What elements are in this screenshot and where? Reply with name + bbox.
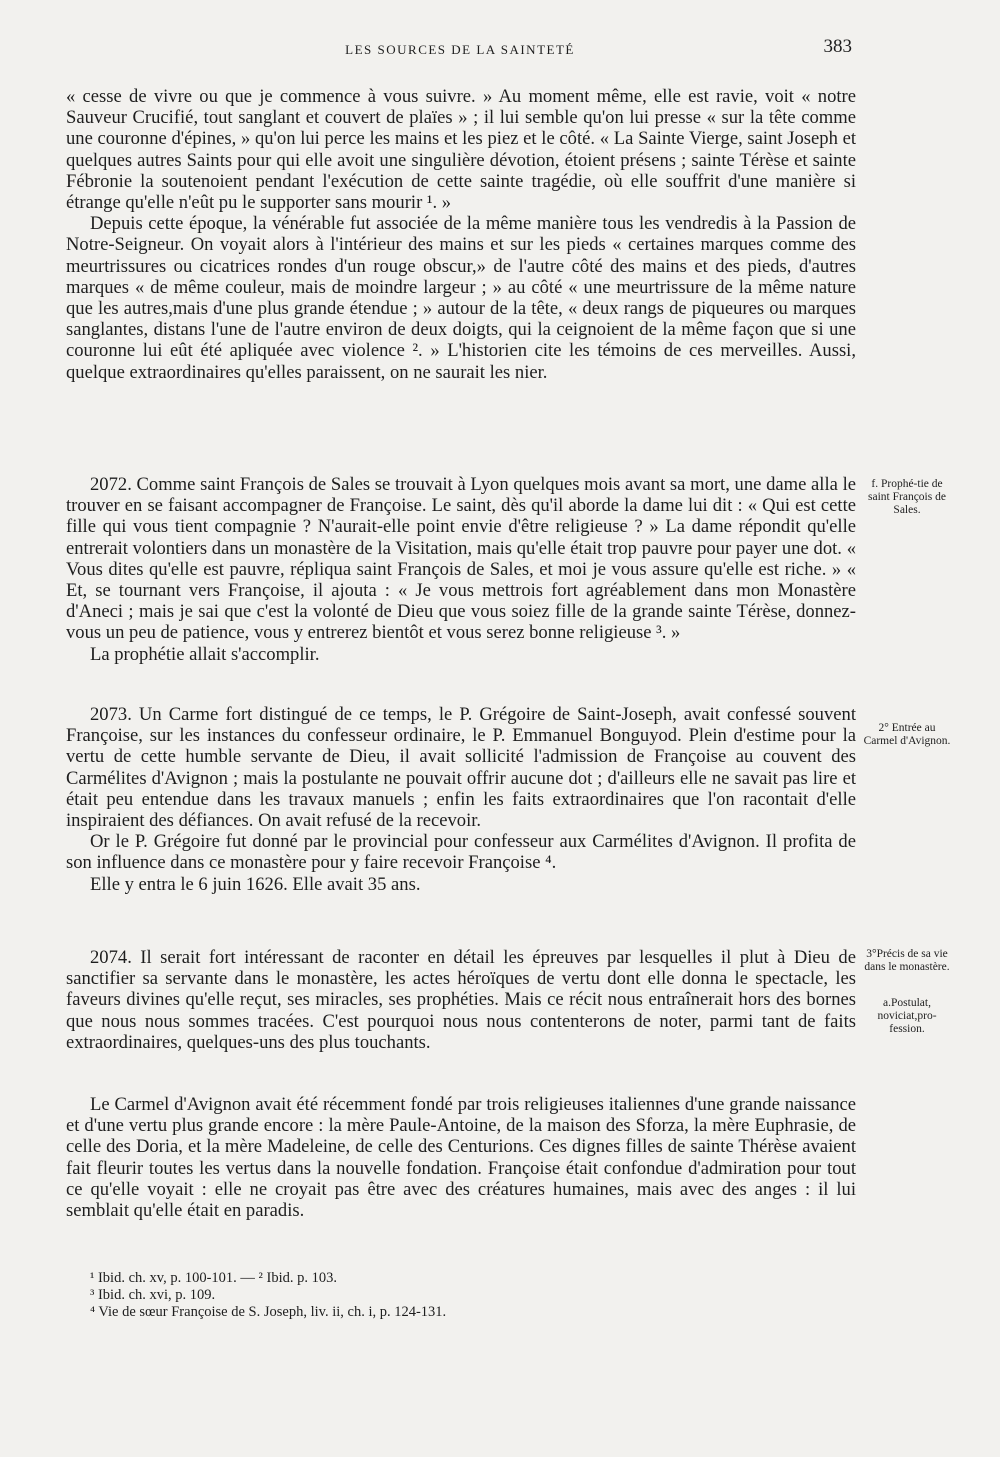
paragraph-entry-date: Elle y entra le 6 juin 1626. Elle avait 35 ans. — [90, 873, 421, 895]
running-header — [66, 36, 854, 62]
footnote-3: ³ Ibid. ch. xvi, p. 109. — [90, 1287, 216, 1303]
paragraph-carmel: Le Carmel d'Avignon avait été récemment fondé par trois religieuses italiennes d'une grande naissance et d'une vertu plus grande encore : la mère Paule-Antoine, de la maison des Sforza, la mère Euphrasie, de celle des Doria, et la mère Madeleine, de celle des Centurions. Ces dignes filles de sainte Thérèse avaient fait fleurir toutes les vertus dans la nouvelle fondation. Françoise était confondue d'admiration pour tout ce qu'elle voyait : elle ne croyait pas être avec des créatures humaines, mais avec des anges : il lui semblait qu'elle était en paradis. — [66, 1094, 856, 1222]
margin-note-precis: 3°Précis de sa vie dans le monastère. — [864, 948, 950, 973]
paragraph-passion: Depuis cette époque, la vénérable fut associée de la même manière tous les vendredis à la Passion de Notre-Seigneur. On voyait alors à l'intérieur des mains et sur les pieds « certaines marques comme des meurtrissures ou cicatrices rondes d'un rouge obscur,» de l'autre côté des mains et des pieds, d'autres marques « de même couleur, mais de moindre largeur ; » au côté « une meurtrissure de la même nature que les autres,mais d'une plus grande étendue ; » autour de la tête, « deux rangs de piqueures ou marques sanglantes, distans l'une de l'autre environ de deux doigts, qui la ceignoient de la même façon que si une couronne lui eût été apliquée avec violence ². » L'historien cite les témoins de ces merveilles. Aussi, quelque extraordinaires qu'elles paraissent, on ne saurait les nier. — [66, 213, 856, 383]
footnote-1-2: ¹ Ibid. ch. xv, p. 100-101. — ² Ibid. p. 103. — [90, 1270, 337, 1286]
section-2072 — [66, 474, 856, 665]
margin-note-postulat: a.Postulat, noviciat,pro-fession. — [877, 997, 937, 1035]
paragraph-2074: 2074. Il serait fort intéressant de raconter en détail les épreuves par lesquelles il plut à Dieu de sanctifier sa servante dans le monastère, les actes héroïques de vertu dont elle donna le spectacle, les faveurs divines qu'elle reçut, ses miracles, ses prophéties. Mais ce récit nous entraînerait hors des bornes que nous nous sommes tracées. C'est pourquoi nous nous contenterons de noter, parmi tant de faits extraordinaires, quelques-uns des plus touchants. — [66, 947, 856, 1053]
paragraph-2072: 2072. Comme saint François de Sales se trouvait à Lyon quelques mois avant sa mort, une dame alla le trouver en se faisant accompagner de Françoise. Le saint, dès qu'il aborde la dame lui dit : « Qui est cette fille qui vous tient compagnie ? N'aurait-elle point envie d'être religieuse ? » La dame répondit qu'elle entrerait volontiers dans un monastère de la Visitation, mais qu'elle était trop pauvre pour payer une dot. « Vous dites qu'elle est pauvre, répliqua saint François de Sales, et moi je vous assure qu'elle est riche. » « Et, se tournant vers Françoise, il ajouta : « Je vous mettrois fort agréablement dans mon Monastère d'Aneci ; mais je sai que c'est la volonté de Dieu que vous soiez fille de la grande sainte Térèse, donnez-vous un peu de patience, vous y entrerez bientôt et vous serez bonne religieuse ³. » — [66, 474, 856, 644]
section-2074 — [66, 947, 856, 1053]
page-number: 383 — [823, 36, 852, 57]
paragraph-2073: 2073. Un Carme fort distingué de ce temps, le P. Grégoire de Saint-Joseph, avait confessé souvent Françoise, sur les instances du confesseur ordinaire, le P. Emmanuel Bonguyod. Plein d'estime pour la vertu de cette humble servante de Dieu, il avait sollicité l'admission de Françoise au couvent des Carmélites d'Avignon ; mais la postulante ne pouvait offrir aucune dot ; d'ailleurs elle ne savait pas lire et était peu entendue dans les travaux manuels ; enfin les faits extraordinaires que l'on racontait d'elle inspiraient des défiances. On avait refusé de la recevoir. — [66, 704, 856, 832]
footnotes — [90, 1270, 790, 1321]
section-2073 — [66, 704, 856, 895]
running-title: LES SOURCES DE LA SAINTETÉ — [345, 42, 575, 57]
paragraph-gregoire: Or le P. Grégoire fut donné par le provincial pour confesseur aux Carmélites d'Avignon. Il profita de son influence dans ce monastère pour y faire recevoir Françoise ⁴. — [66, 831, 856, 874]
footnote-4: ⁴ Vie de sœur Françoise de S. Joseph, liv. ii, ch. i, p. 124-131. — [90, 1304, 447, 1320]
margin-note-entry: 2° Entrée au Carmel d'Avignon. — [863, 722, 951, 747]
body-text-top — [66, 86, 856, 383]
section-carmel — [66, 1094, 856, 1221]
paragraph-prophecy: La prophétie allait s'accomplir. — [90, 643, 320, 665]
paragraph-continuation: « cesse de vivre ou que je commence à vous suivre. » Au moment même, elle est ravie, voit « notre Sauveur Crucifié, tout sanglant et couvert de plaïes » ; il lui semble qu'on lui presse « sur la tête comme une couronne d'épines, » qu'on lui perce les mains et les piez et le côté. « La Sainte Vierge, saint Joseph et quelques autres Saints pour qui elle avoit une singulière dévotion, étoient présens ; sainte Térèse et sainte Fébronie la soutenoient pendant l'exécution de cette sainte tragédie, où elle souffrit d'une manière si étrange qu'elle n'eût pu le supporter sans mourir ¹. » — [66, 86, 856, 214]
margin-note-prophecy: f. Prophé-tie de saint François de Sales. — [868, 478, 946, 516]
